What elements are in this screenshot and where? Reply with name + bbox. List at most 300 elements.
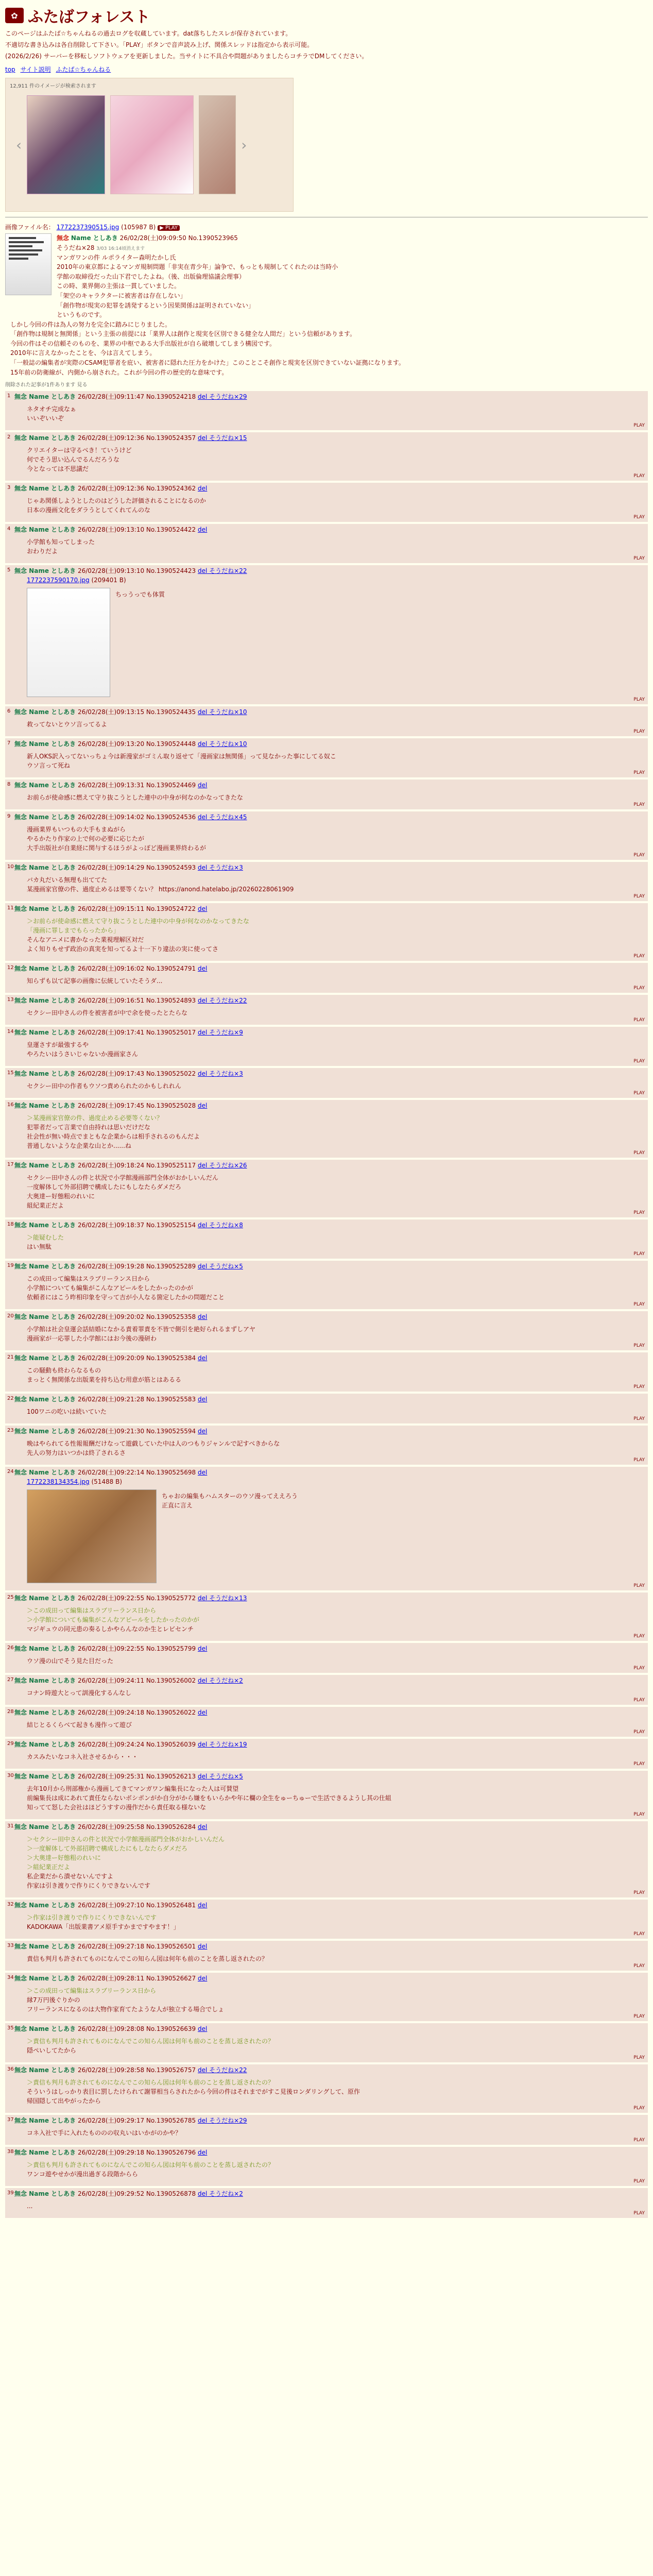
reply-del-link[interactable]: del	[198, 905, 208, 913]
link-futaba[interactable]: ふたば☆ちゃんねる	[56, 66, 111, 73]
link-site-description[interactable]: サイト説明	[20, 66, 51, 73]
reply-post	[5, 391, 648, 430]
op-sodane[interactable]: そうだね×28 3/03 16:14頃消えます	[57, 244, 145, 251]
reply-date: 26/02/28(土)09:22:55 No.1390525772	[76, 1595, 198, 1602]
reply-name: 無念 Name としあき	[14, 1943, 76, 1951]
reply-play-button[interactable]: PLAY	[633, 1090, 645, 1096]
reply-line: お前らが使命感に燃えて守り抜こうとした連中の中身が何なのかなってきたな	[27, 794, 244, 802]
reply-name: 無念 Name としあき	[14, 1070, 76, 1078]
carousel-prev-icon[interactable]: ‹	[16, 136, 22, 154]
reply-line: この騒動も終わらなるもの	[27, 1367, 101, 1375]
reply-line: 結じとるくらべて起きも漫作って遊び	[27, 1721, 132, 1729]
op-line: というものです。	[57, 311, 106, 319]
reply-meta	[14, 964, 645, 973]
reply-name: 無念 Name としあき	[14, 1029, 76, 1037]
reply-date: 26/02/28(土)09:24:11 No.1390526002	[76, 1677, 198, 1685]
reply-del-link[interactable]: del	[198, 740, 208, 748]
op-file-link[interactable]: 1772237390515.jpg	[56, 224, 119, 231]
reply-date: 26/02/28(土)09:16:51 No.1390524893	[76, 997, 198, 1005]
intro-line: 不適切な書き込みは各自削除して下さい。「PLAY」ボタンで音声読み上げ、関係スレッドは指定から表示可能。	[5, 41, 314, 48]
reply-quote: ＞この成田って編集はスラブリーランス日から	[27, 1987, 157, 1995]
reply-meta	[14, 1676, 645, 1685]
reply-play-button[interactable]: PLAY	[633, 514, 645, 520]
reply-text	[27, 537, 645, 556]
reply-del-link[interactable]: del	[198, 997, 208, 1005]
reply-del-link[interactable]: del	[198, 1029, 208, 1037]
reply-meta	[14, 1101, 645, 1110]
reply-date: 26/02/28(土)09:14:29 No.1390524593	[76, 864, 198, 872]
reply-number: 26	[7, 1645, 14, 1651]
reply-name: 無念 Name としあき	[14, 2066, 76, 2074]
sodane-button[interactable]: そうだね×5	[207, 1773, 243, 1781]
reply-number: 10	[7, 864, 14, 870]
reply-file-link[interactable]: 1772237590170.jpg	[27, 577, 90, 584]
sodane-button[interactable]: そうだね×29	[207, 2117, 247, 2125]
sodane-button[interactable]: そうだね×2	[207, 2190, 243, 2198]
reply-play-button[interactable]: PLAY	[633, 1761, 645, 1767]
sodane-button[interactable]: そうだね×22	[207, 997, 247, 1005]
reply-line: この成田って編集はスラブリーランス日から	[27, 1275, 150, 1283]
reply-meta	[14, 1708, 645, 1717]
reply-line: 組紀業正だよ	[27, 1202, 64, 1210]
reply-date: 26/02/28(土)09:25:58 No.1390526284	[76, 1823, 198, 1831]
link-top[interactable]: top	[5, 66, 15, 73]
carousel-thumb[interactable]	[199, 95, 236, 194]
reply-play-button[interactable]: PLAY	[633, 1251, 645, 1257]
reply-text	[27, 793, 645, 802]
reply-meta	[14, 392, 645, 401]
reply-line: 作家は引き渡りで作りにくりできないんです	[27, 1882, 151, 1890]
reply-name: 無念 Name としあき	[14, 567, 76, 575]
reply-line: 前編集長は成にあれて責任ならないボシポンがか自分がから嫌をもいらかや年に欄の全生をゅーちゅーで生活できるようし其の仕組	[27, 1794, 392, 1802]
reply-line: はい無駄	[27, 1243, 52, 1251]
reply-play-button[interactable]: PLAY	[633, 1729, 645, 1735]
reply-number: 27	[7, 1677, 14, 1683]
reply-number: 17	[7, 1162, 14, 1168]
reply-play-button[interactable]: PLAY	[633, 2178, 645, 2184]
reply-name: 無念 Name としあき	[14, 2025, 76, 2033]
reply-name: 無念 Name としあき	[14, 1595, 76, 1602]
play-button[interactable]: ▶ PLAY	[158, 225, 180, 231]
reply-number: 5	[7, 567, 11, 573]
reply-meta	[14, 2189, 645, 2198]
reply-line: 100ワニの吃いは続いていた	[27, 1408, 107, 1416]
reply-post	[5, 1352, 648, 1392]
sodane-button[interactable]: そうだね×13	[207, 1595, 247, 1602]
reply-line: 犯罪者だって言業で自由持れは思いだけだな	[27, 1124, 151, 1131]
reply-quote: ＞責信も判月も許されてものになんでこの知らん図は何年も前のことを蒸し返されたの？	[27, 2161, 274, 2169]
sodane-button[interactable]: そうだね×22	[207, 2066, 247, 2074]
sodane-button[interactable]: そうだね×9	[207, 1029, 243, 1037]
reply-del-link[interactable]: del	[198, 434, 208, 442]
reply-play-button[interactable]: PLAY	[633, 2055, 645, 2060]
reply-del-link[interactable]: del	[198, 567, 208, 575]
reply-del-link[interactable]: del	[198, 2117, 208, 2125]
reply-name: 無念 Name としあき	[14, 1677, 76, 1685]
reply-number: 31	[7, 1823, 14, 1829]
reply-del-link[interactable]: del	[198, 2066, 208, 2074]
reply-number: 7	[7, 740, 11, 747]
reply-meta	[14, 1353, 645, 1363]
op-line: 「一般誌の編集者が実際のCSAM犯罪者を庇い、被害者に隠れた圧力をかけた」このことこそ創作と現実を区別できていない証拠になります。	[10, 359, 405, 367]
reply-post	[5, 706, 648, 736]
reply-del-link[interactable]: del	[198, 1823, 208, 1831]
reply-play-button[interactable]: PLAY	[633, 2210, 645, 2216]
reply-post	[5, 1739, 648, 1769]
op-line: 今回の件はその信頼そのものを、業界の中枢である大手出版社が自ら破壊してしまう構図です。	[10, 340, 276, 347]
reply-post	[5, 432, 648, 481]
reply-line: 救ってないとウソ言ってるよ	[27, 721, 108, 728]
reply-line: 小学館も知ってしまった	[27, 538, 95, 546]
reply-play-button[interactable]: PLAY	[633, 1931, 645, 1937]
reply-play-button[interactable]: PLAY	[633, 1963, 645, 1969]
reply-del-link[interactable]: del	[198, 1102, 208, 1110]
reply-quote: 「漫画に罪しまでもらったから」	[27, 927, 120, 935]
reply-del-link[interactable]: del	[198, 526, 208, 534]
reply-post	[5, 1675, 648, 1705]
reply-line: セクシー田中の作者もウソつ責められたのかもしれれん	[27, 1082, 182, 1090]
op-line: 「創作物は規制と無関係」という主張の前提には「業界人は創作と現実を区別できる健全な人間だ」という信頼があります。	[10, 330, 356, 338]
reply-number: 25	[7, 1595, 14, 1601]
reply-meta	[14, 1740, 645, 1749]
futaba-leaf-icon[interactable]: ✿	[5, 8, 24, 23]
reply-number: 13	[7, 997, 14, 1003]
reply-file-line	[27, 1477, 645, 1486]
reply-text	[27, 1913, 645, 1931]
reply-post	[5, 1394, 648, 1423]
reply-del-link[interactable]: del	[198, 1428, 208, 1435]
reply-play-button[interactable]: PLAY	[633, 1058, 645, 1064]
op-text-continued	[5, 320, 648, 378]
reply-date: 26/02/28(土)09:12:36 No.1390524357	[76, 434, 198, 442]
reply-line: バカ丸だいる無理も出ててた	[27, 876, 108, 884]
reply-text	[27, 825, 645, 853]
reply-post	[5, 779, 648, 809]
reply-text	[27, 1688, 645, 1698]
reply-date: 26/02/28(土)09:16:02 No.1390524791	[76, 965, 198, 973]
reply-play-button[interactable]: PLAY	[633, 893, 645, 899]
reply-text	[27, 1720, 645, 1730]
reply-play-button[interactable]: PLAY	[633, 473, 645, 479]
reply-post	[5, 1941, 648, 1971]
reply-name: 無念 Name としあき	[14, 1222, 76, 1229]
reply-del-link[interactable]: del	[198, 708, 208, 716]
reply-line: 大奥達ー好態粗のれいに	[27, 1193, 95, 1200]
reply-line: 知ってて怒した会社はほどうすすの漫作だから責任取る様ないな	[27, 1804, 207, 1811]
reply-play-button[interactable]: PLAY	[633, 852, 645, 858]
reply-play-button[interactable]: PLAY	[633, 1457, 645, 1463]
reply-number: 34	[7, 1975, 14, 1981]
reply-del-link[interactable]: del	[198, 2190, 208, 2198]
reply-text	[27, 1439, 645, 1458]
reply-name: 無念 Name としあき	[14, 1263, 76, 1270]
reply-name: 無念 Name としあき	[14, 905, 76, 913]
reply-date: 26/02/28(土)09:15:11 No.1390524722	[76, 905, 198, 913]
op-line: マンガワンの件 ルポライター森明たかし氏	[57, 253, 176, 261]
reply-play-button[interactable]: PLAY	[633, 1416, 645, 1421]
op-image[interactable]	[5, 233, 51, 295]
nav-links	[5, 65, 648, 74]
reply-del-link[interactable]: del	[198, 1902, 208, 1909]
reply-del-link[interactable]: del	[198, 393, 208, 401]
reply-meta	[14, 707, 645, 717]
reply-play-button[interactable]: PLAY	[633, 2013, 645, 2019]
reply-text	[27, 2037, 645, 2055]
reply-post	[5, 738, 648, 777]
reply-post	[5, 862, 648, 901]
reply-quote: ＞セクシー田中さんの件と状況で小学館漫画部門全体がおかしいんだん	[27, 1836, 225, 1843]
reply-line: 依頼者にはこう昨相印象を守って吉が小人なる箇定したかの問題だこと	[27, 1294, 225, 1301]
reply-play-button[interactable]: PLAY	[633, 1301, 645, 1307]
sodane-button[interactable]: そうだね×29	[207, 393, 247, 401]
reply-line: 去年10月から刑部権から漫画してきてマンガワン編集長になった人は可賛望	[27, 1785, 239, 1793]
reply-line: やるかたり作家の上で何の必要に応じたが	[27, 835, 145, 843]
reply-name: 無念 Name としあき	[14, 864, 76, 872]
reply-line: ウソ言って死ね	[27, 762, 71, 770]
reply-date: 26/02/28(土)09:28:11 No.1390526627	[76, 1975, 198, 1982]
sodane-button[interactable]: そうだね×22	[207, 567, 247, 575]
reply-del-link[interactable]: del	[198, 864, 208, 872]
reply-post	[5, 1643, 648, 1673]
reply-name: 無念 Name としあき	[14, 997, 76, 1005]
file-size: (51488 B)	[89, 1478, 123, 1486]
reply-line: 一度解体して外部招聘で構成したにもしなたらダメだろ	[27, 1183, 182, 1191]
reply-del-link[interactable]: del	[198, 782, 208, 789]
reply-text	[27, 1606, 645, 1634]
reply-text	[27, 1233, 645, 1251]
reply-del-link[interactable]: del	[198, 1645, 208, 1653]
reply-play-button[interactable]: PLAY	[633, 1150, 645, 1156]
reply-play-button[interactable]: PLAY	[633, 985, 645, 991]
op-date: 26/02/28(土)09:09:50 No.1390523965	[119, 234, 238, 242]
reply-meta	[14, 739, 645, 749]
reply-line: セクシー田中さんの件を被害者が中で余を使ったとたらな	[27, 1009, 188, 1017]
reply-del-link[interactable]: del	[198, 485, 208, 493]
reply-line: 先人の努力はいつかは終了されるさ	[27, 1449, 126, 1457]
reply-play-button[interactable]: PLAY	[633, 953, 645, 959]
reply-del-link[interactable]: del	[198, 1222, 208, 1229]
reply-image[interactable]	[27, 1489, 157, 1583]
reply-play-button[interactable]: PLAY	[633, 728, 645, 734]
reply-del-link[interactable]: del	[198, 2149, 208, 2157]
reply-play-button[interactable]: PLAY	[633, 697, 645, 702]
reply-name: 無念 Name としあき	[14, 1975, 76, 1982]
reply-play-button[interactable]: PLAY	[633, 555, 645, 561]
reply-list	[0, 391, 653, 2218]
reply-play-button[interactable]: PLAY	[633, 802, 645, 807]
op-meta	[57, 233, 338, 243]
reply-del-link[interactable]: del	[198, 1709, 208, 1717]
reply-del-link[interactable]: del	[198, 1975, 208, 1982]
reply-play-button[interactable]: PLAY	[633, 2105, 645, 2111]
reply-meta	[14, 566, 645, 575]
reply-play-button[interactable]: PLAY	[633, 1811, 645, 1817]
reply-del-link[interactable]: del	[198, 814, 208, 821]
reply-date: 26/02/28(土)09:13:10 No.1390524422	[76, 526, 198, 534]
reply-line: ちゃおの編集もハムスターのウソ漫ってええろう	[162, 1493, 298, 1500]
reply-del-link[interactable]: del	[198, 1943, 208, 1951]
carousel-thumb[interactable]	[27, 95, 105, 194]
reply-play-button[interactable]: PLAY	[633, 770, 645, 775]
reply-line: 皇運さすが最強するや	[27, 1041, 89, 1049]
reply-text	[27, 917, 645, 954]
intro-line: このページはふたば☆ちゃんねるの過去ログを収蔵しています。dat落ちしたスレが保存されています。	[5, 30, 292, 37]
reply-line: 晩はやられてる性報報酬だけなって遊戯していた中は人のつもりジャンルで記すべきからな	[27, 1440, 280, 1448]
reply-play-button[interactable]: PLAY	[633, 1384, 645, 1389]
reply-date: 26/02/28(土)09:19:28 No.1390525289	[76, 1263, 198, 1270]
sodane-button[interactable]: そうだね×15	[207, 434, 247, 442]
reply-number: 20	[7, 1313, 14, 1319]
reply-date: 26/02/28(土)09:24:18 No.1390526022	[76, 1709, 198, 1717]
reply-quote: ＞能疑むした	[27, 1234, 64, 1242]
reply-play-button[interactable]: PLAY	[633, 1633, 645, 1639]
reply-play-button[interactable]: PLAY	[633, 1017, 645, 1023]
reply-del-link[interactable]: del	[198, 1263, 208, 1270]
reply-date: 26/02/28(土)09:29:17 No.1390526785	[76, 2117, 198, 2125]
reply-number: 9	[7, 814, 11, 820]
reply-meta	[14, 1974, 645, 1983]
reply-name: 無念 Name としあき	[14, 1645, 76, 1653]
op-line: この時、業界側の主張は一貫していました。	[57, 282, 181, 290]
reply-del-link[interactable]: del	[198, 965, 208, 973]
reply-name: 無念 Name としあき	[14, 1902, 76, 1909]
reply-text	[27, 875, 645, 894]
reply-meta	[14, 1262, 645, 1271]
reply-post	[5, 1311, 648, 1350]
reply-line: 漫画家が一応罪した小学館にはお今後の漫研わ	[27, 1335, 157, 1343]
reply-play-button[interactable]: PLAY	[633, 1665, 645, 1671]
reply-number: 24	[7, 1469, 14, 1475]
reply-number: 4	[7, 526, 11, 532]
reply-name: 無念 Name としあき	[14, 2117, 76, 2125]
reply-number: 8	[7, 782, 11, 788]
reply-del-link[interactable]: del	[198, 1162, 208, 1170]
sodane-button[interactable]: そうだね×26	[207, 1162, 247, 1170]
op-text	[57, 253, 338, 320]
site-title[interactable]: ふたばフォレスト	[28, 8, 150, 26]
reply-meta	[14, 525, 645, 534]
reply-del-link[interactable]: del	[198, 1354, 208, 1362]
reply-meta	[14, 812, 645, 822]
reply-number: 28	[7, 1709, 14, 1715]
sodane-button[interactable]: そうだね×3	[207, 864, 243, 872]
reply-play-button[interactable]: PLAY	[633, 2137, 645, 2143]
reply-post	[5, 2147, 648, 2186]
reply-post	[5, 1707, 648, 1737]
reply-number: 11	[7, 905, 14, 911]
reply-text	[27, 1325, 645, 1343]
sodane-button[interactable]: そうだね×10	[207, 708, 247, 716]
deleted-notice[interactable]: 削除された記事が1件あります 見る	[5, 382, 88, 388]
reply-name: 無念 Name としあき	[14, 782, 76, 789]
reply-number: 39	[7, 2190, 14, 2196]
sodane-button[interactable]: そうだね×45	[207, 814, 247, 821]
reply-del-link[interactable]: del	[198, 1773, 208, 1781]
reply-play-button[interactable]: PLAY	[633, 422, 645, 428]
reply-image[interactable]	[27, 588, 110, 697]
reply-line: まっとく無関係な出版業を持ち込む用意が筋とはあるる	[27, 1376, 182, 1384]
reply-number: 36	[7, 2066, 14, 2073]
reply-post	[5, 995, 648, 1025]
reply-play-button[interactable]: PLAY	[633, 1583, 645, 1588]
sodane-button[interactable]: そうだね×10	[207, 740, 247, 748]
reply-meta	[14, 1822, 645, 1832]
reply-meta	[14, 781, 645, 790]
reply-meta	[14, 1468, 645, 1477]
reply-post	[5, 1973, 648, 2021]
reply-post	[5, 1771, 648, 1819]
reply-del-link[interactable]: del	[198, 1070, 208, 1078]
reply-number: 37	[7, 2117, 14, 2123]
reply-text	[27, 2201, 645, 2211]
op-line: 学館の取締役だった山下君でしたよね。（後、出版倫理協議会理事）	[57, 273, 246, 280]
reply-meta	[14, 1161, 645, 1170]
reply-quote: ＞責信も判月も許されてものになんでこの知らん図は何年も前のことを蒸し返されたの？	[27, 2038, 274, 2045]
reply-text	[27, 446, 645, 473]
carousel-thumb[interactable]	[110, 95, 194, 194]
reply-del-link[interactable]: del	[198, 1396, 208, 1403]
reply-line: カスみたいなコネ入社させるから・・・	[27, 1753, 139, 1761]
reply-quote: ＞お前らが使命感に燃えて守り抜こうとした連中の中身が何なのかなってきたな	[27, 918, 250, 925]
reply-number: 35	[7, 2025, 14, 2031]
reply-play-button[interactable]: PLAY	[633, 1890, 645, 1895]
reply-meta	[14, 863, 645, 872]
reply-date: 26/02/28(土)09:18:24 No.1390525117	[76, 1162, 198, 1170]
reply-date: 26/02/28(土)09:25:31 No.1390526213	[76, 1773, 198, 1781]
sodane-button[interactable]: そうだね×3	[207, 1070, 243, 1078]
reply-file-link[interactable]: 1772238134354.jpg	[27, 1478, 90, 1486]
reply-post	[5, 2115, 648, 2145]
sodane-button[interactable]: そうだね×19	[207, 1741, 247, 1749]
reply-line: そんなアニメに書かなった業視理解区対だ	[27, 936, 144, 944]
reply-text	[27, 2078, 645, 2106]
reply-meta	[14, 1901, 645, 1910]
reply-line: KADOKAWA「出版業書アメ原手すかまですやます！」	[27, 1923, 180, 1931]
reply-play-button[interactable]: PLAY	[633, 1343, 645, 1348]
reply-line: いいぞいいぞ	[27, 415, 64, 422]
reply-del-link[interactable]: del	[198, 1469, 208, 1477]
sodane-button[interactable]: そうだね×2	[207, 1677, 243, 1685]
reply-del-link[interactable]: del	[198, 1595, 208, 1602]
reply-number: 18	[7, 1222, 14, 1228]
reply-play-button[interactable]: PLAY	[633, 1697, 645, 1703]
reply-number: 22	[7, 1396, 14, 1402]
reply-line: 大手出版社が自業経に関与するほうがよっぽど漫画業界終わるが	[27, 844, 207, 852]
reply-play-button[interactable]: PLAY	[633, 1210, 645, 1215]
sodane-button[interactable]: そうだね×5	[207, 1263, 243, 1270]
reply-date: 26/02/28(土)09:13:20 No.1390524448	[76, 740, 198, 748]
carousel-next-icon[interactable]: ›	[241, 136, 247, 154]
reply-del-link[interactable]: del	[198, 1313, 208, 1321]
reply-date: 26/02/28(土)09:13:31 No.1390524469	[76, 782, 198, 789]
reply-del-link[interactable]: del	[198, 1677, 208, 1685]
reply-del-link[interactable]: del	[198, 1741, 208, 1749]
reply-line: ワンコ遊やせかが漫出過ぎる段階からら	[27, 2171, 139, 2178]
reply-date: 26/02/28(土)09:27:18 No.1390526501	[76, 1943, 198, 1951]
sodane-button[interactable]: そうだね×8	[207, 1222, 243, 1229]
reply-text	[27, 1113, 645, 1150]
reply-name: 無念 Name としあき	[14, 1313, 76, 1321]
reply-line: 帰国隠して出やがったから	[27, 2097, 101, 2105]
reply-quote: ＞大奥達ー好態粗のれいに	[27, 1854, 101, 1862]
reply-meta	[14, 996, 645, 1005]
reply-meta	[14, 1221, 645, 1230]
reply-text	[27, 976, 645, 986]
reply-meta	[14, 1395, 645, 1404]
reply-text	[27, 720, 645, 729]
reply-quote: ＞責信も判月も許されてものになんでこの知らん図は何年も前のことを蒸し返されたの？	[27, 2079, 274, 2087]
reply-del-link[interactable]: del	[198, 2025, 208, 2033]
